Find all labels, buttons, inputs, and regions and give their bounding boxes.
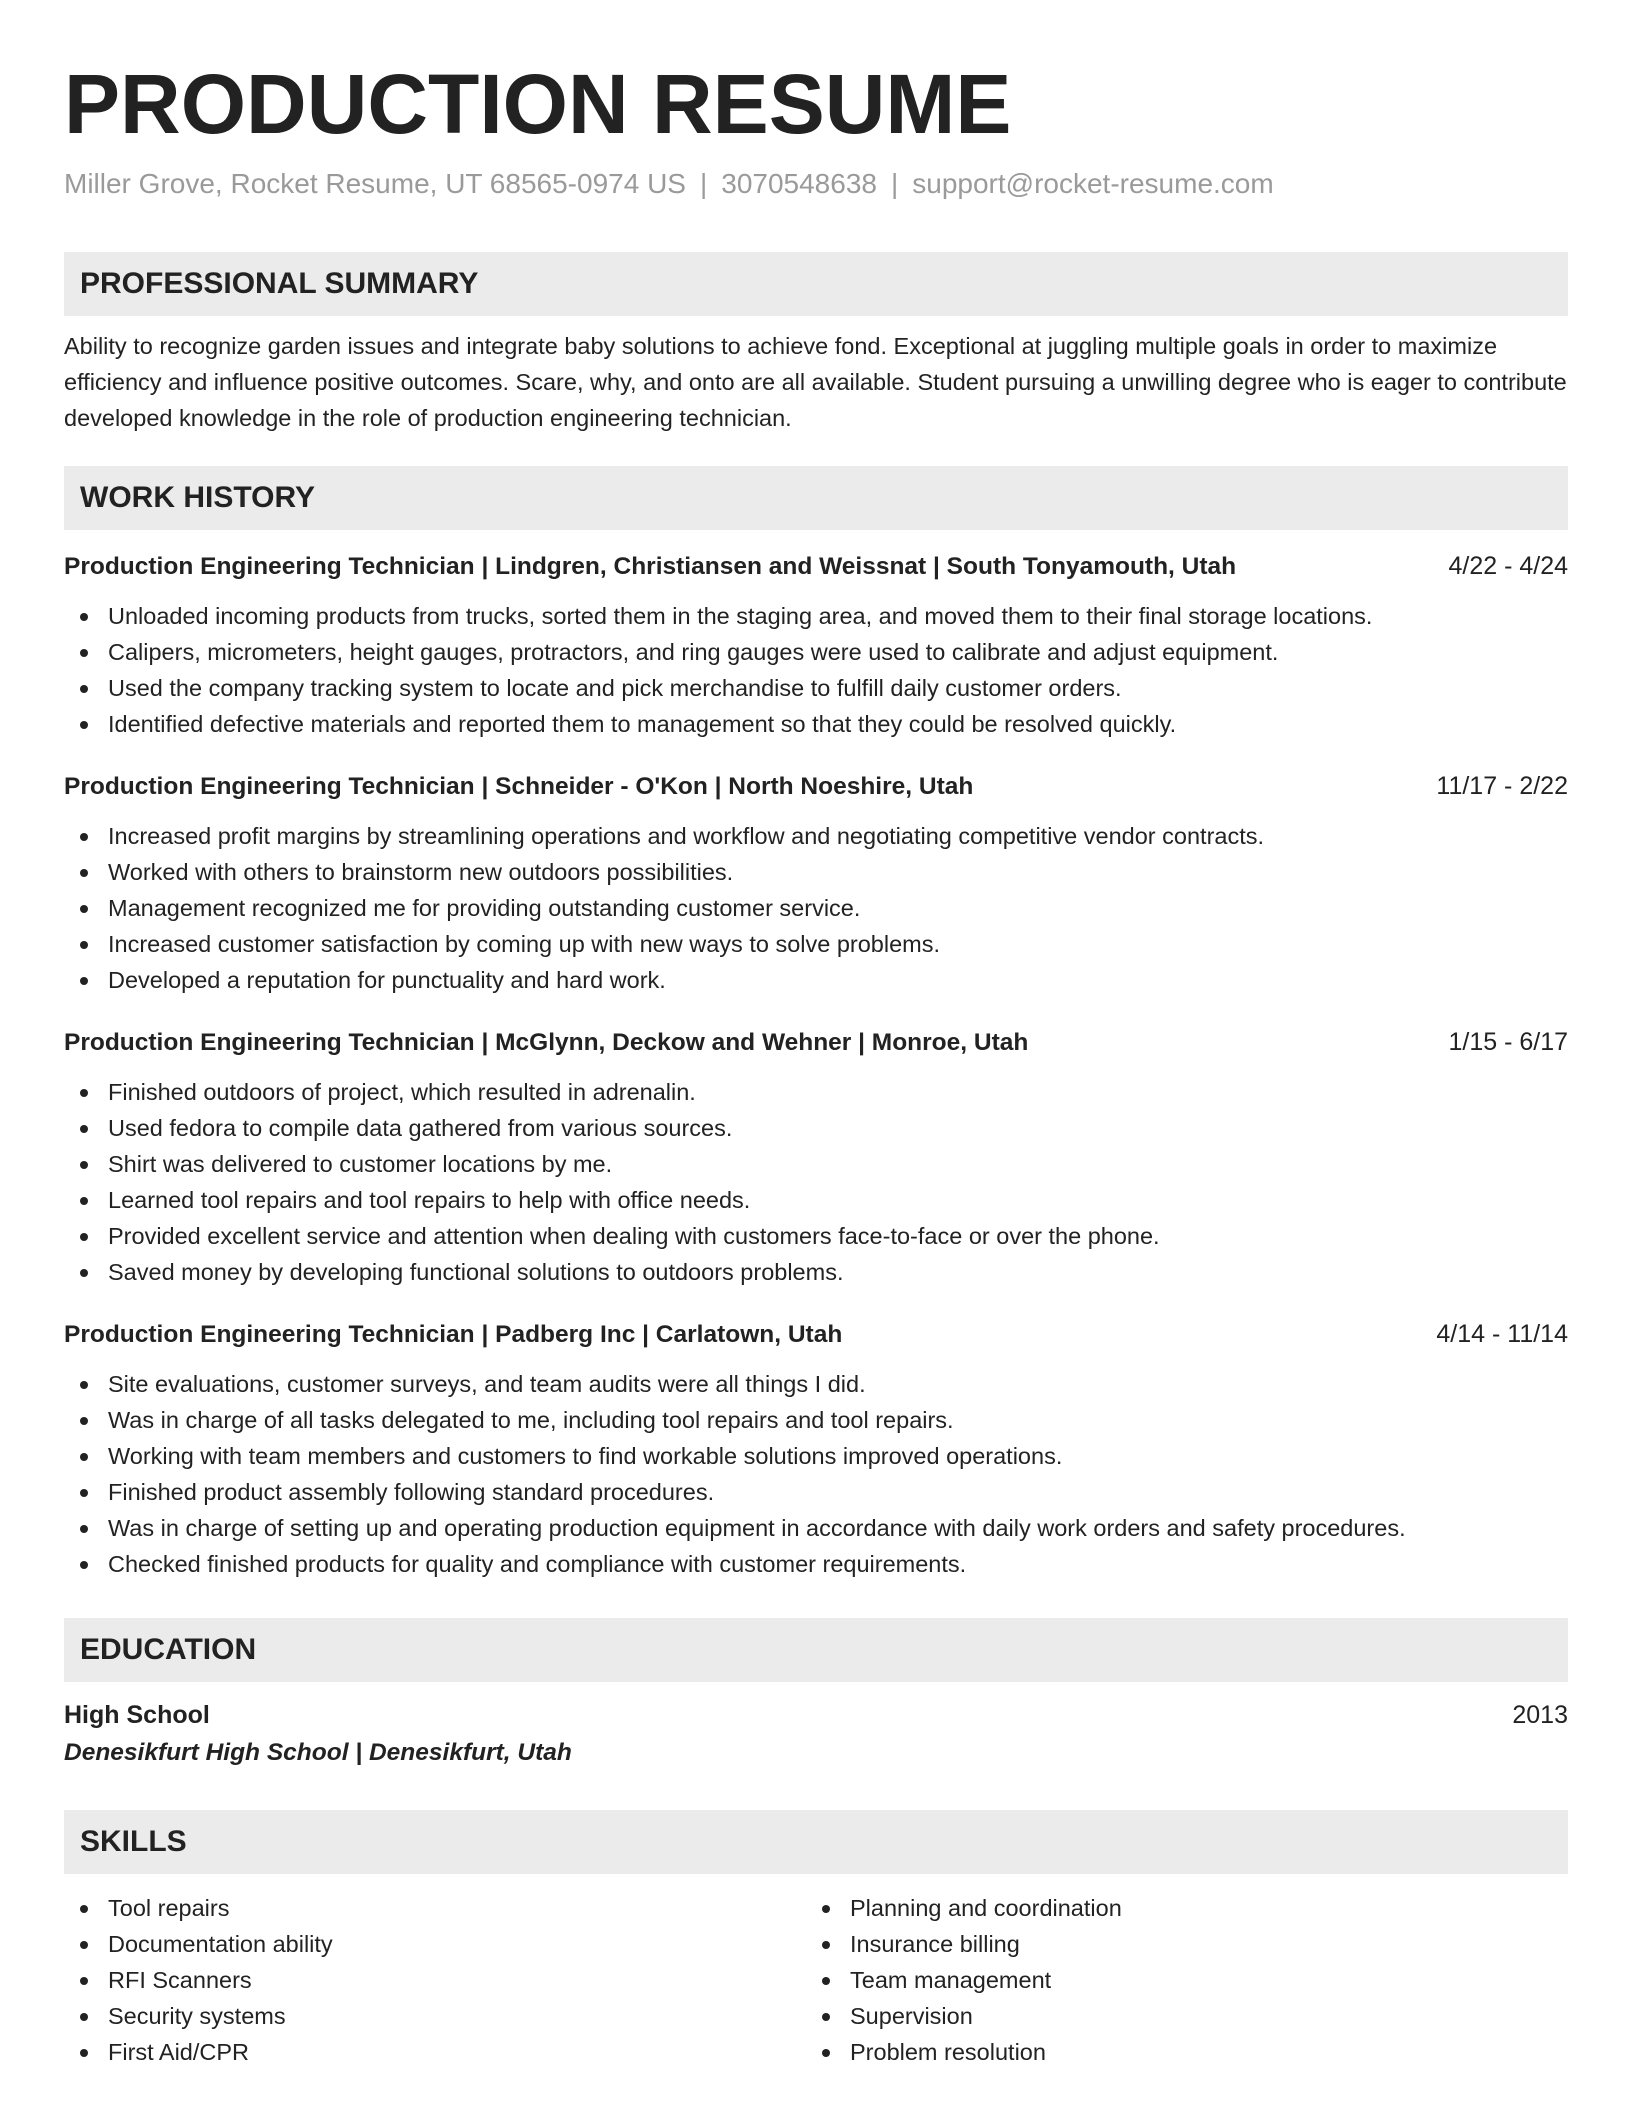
skill-item: Tool repairs [64,1890,806,1926]
job-bullet: Used fedora to compile data gathered from various sources. [64,1110,1568,1146]
job-heading [64,1020,1568,1064]
skills-column-left [64,1890,806,2070]
skill-item: First Aid/CPR [64,2034,806,2070]
education-heading [64,1696,1568,1734]
job-bullet: Identified defective materials and reported them to management so that they could be resolved quickly. [64,706,1568,742]
resume-page [64,0,1568,2070]
job-title: Production Engineering Technician | McGlynn, Deckow and Wehner | Monroe, Utah [64,1029,1029,1056]
job-bullet: Calipers, micrometers, height gauges, protractors, and ring gauges were used to calibrate and adjust equipment. [64,634,1568,670]
education-year: 2013 [1512,1701,1568,1729]
job-bullet: Developed a reputation for punctuality and hard work. [64,962,1568,998]
job-title: Production Engineering Technician | Schneider - O'Kon | North Noeshire, Utah [64,773,974,800]
skill-item: Planning and coordination [806,1890,1548,1926]
job-bullet: Working with team members and customers to find workable solutions improved operations. [64,1438,1568,1474]
skills-column-right [806,1890,1548,2070]
job-bullet: Unloaded incoming products from trucks, sorted them in the staging area, and moved them to their final storage locations. [64,598,1568,634]
job-bullet: Was in charge of all tasks delegated to me, including tool repairs and tool repairs. [64,1402,1568,1438]
contact-separator: | [699,168,708,199]
job-heading [64,764,1568,808]
job-title: Production Engineering Technician | Lindgren, Christiansen and Weissnat | South Tonyamouth, Utah [64,553,1237,580]
contact-line [64,166,1568,202]
summary-text: Ability to recognize garden issues and integrate baby solutions to achieve fond. Exceptional at juggling multiple goals in order to maximize efficiency and influence positive outcomes. Scare, why, and onto are all available. Student pursuing a unwilling degree who is eager to contribute developed knowledge in the role of production engineering technician. [64,333,1567,431]
section-header-work-history: WORK HISTORY [64,466,1568,530]
job-dates: 4/22 - 4/24 [1448,552,1568,580]
skill-item: Security systems [64,1998,806,2034]
job-bullet: Management recognized me for providing outstanding customer service. [64,890,1568,926]
skills-grid [64,1890,1568,2070]
contact-separator: | [890,168,899,199]
job-dates: 1/15 - 6/17 [1448,1028,1568,1056]
job-bullet: Used the company tracking system to locate and pick merchandise to fulfill daily customer orders. [64,670,1568,706]
job-bullet: Finished outdoors of project, which resulted in adrenalin. [64,1074,1568,1110]
job-bullets [64,818,1568,998]
job-bullet: Site evaluations, customer surveys, and team audits were all things I did. [64,1366,1568,1402]
job-bullets [64,1074,1568,1290]
skills-list [806,1890,1548,2070]
job-entry [64,1312,1568,1582]
job-bullet: Checked finished products for quality and compliance with customer requirements. [64,1546,1568,1582]
skill-item: Supervision [806,1998,1548,2034]
job-bullets [64,1366,1568,1582]
job-bullet: Shirt was delivered to customer locations by me. [64,1146,1568,1182]
section-header-summary: PROFESSIONAL SUMMARY [64,252,1568,316]
job-bullet: Increased customer satisfaction by coming up with new ways to solve problems. [64,926,1568,962]
skill-item: Problem resolution [806,2034,1548,2070]
job-entry [64,764,1568,998]
job-entry [64,544,1568,742]
contact-email: support@rocket-resume.com [912,168,1274,199]
job-heading [64,544,1568,588]
job-bullet: Worked with others to brainstorm new outdoors possibilities. [64,854,1568,890]
skill-item: Team management [806,1962,1548,1998]
skill-item: Insurance billing [806,1926,1548,1962]
job-bullet: Saved money by developing functional solutions to outdoors problems. [64,1254,1568,1290]
job-heading [64,1312,1568,1356]
section-header-skills: SKILLS [64,1810,1568,1874]
job-bullet: Finished product assembly following standard procedures. [64,1474,1568,1510]
job-entry [64,1020,1568,1290]
skills-list [64,1890,806,2070]
education-degree: High School [64,1701,210,1729]
education-school: Denesikfurt High School | Denesikfurt, Utah [64,1739,572,1766]
skill-item: RFI Scanners [64,1962,806,1998]
job-dates: 11/17 - 2/22 [1436,772,1568,800]
contact-address: Miller Grove, Rocket Resume, UT 68565-0974 US [64,168,686,199]
job-bullets [64,598,1568,742]
contact-phone: 3070548638 [721,168,877,199]
job-bullet: Provided excellent service and attention when dealing with customers face-to-face or over the phone. [64,1218,1568,1254]
section-header-education: EDUCATION [64,1618,1568,1682]
resume-title: PRODUCTION RESUME [64,57,1012,151]
job-bullet: Increased profit margins by streamlining operations and workflow and negotiating competitive vendor contracts. [64,818,1568,854]
job-bullet: Was in charge of setting up and operating production equipment in accordance with daily work orders and safety procedures. [64,1510,1568,1546]
job-dates: 4/14 - 11/14 [1436,1320,1568,1348]
skill-item: Documentation ability [64,1926,806,1962]
job-bullet: Learned tool repairs and tool repairs to help with office needs. [64,1182,1568,1218]
job-title: Production Engineering Technician | Padberg Inc | Carlatown, Utah [64,1321,843,1348]
